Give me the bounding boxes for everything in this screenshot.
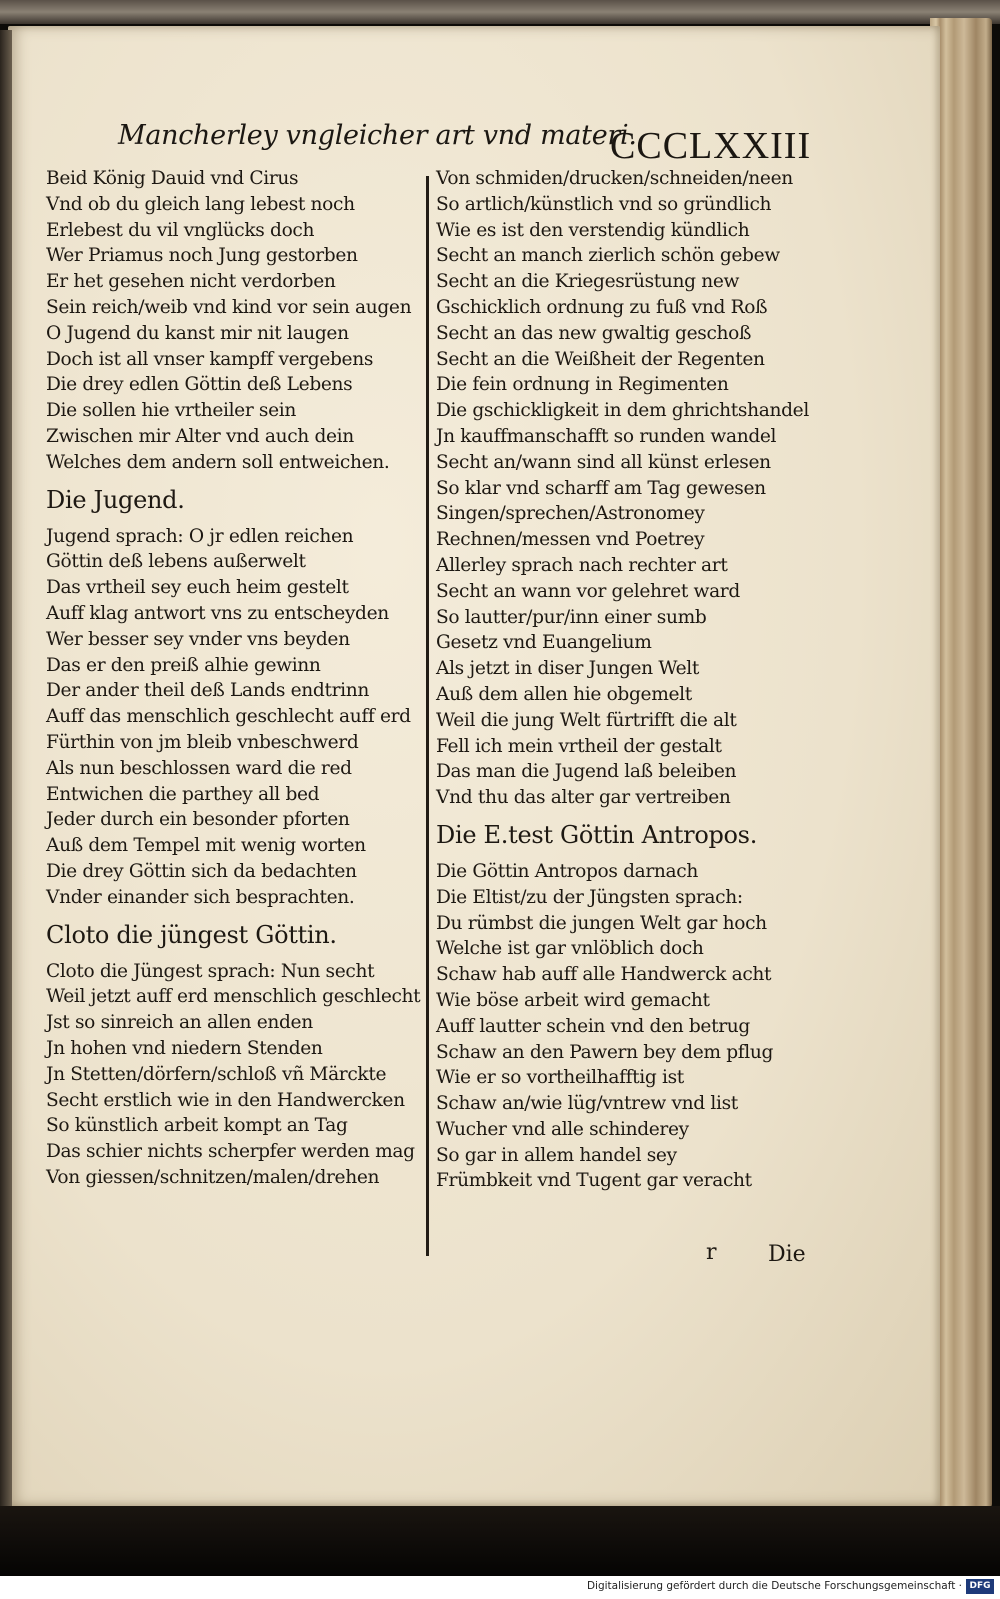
verse-line: Beid König Dauid vnd Cirus xyxy=(46,168,299,189)
verse-line: Welches dem andern soll entweichen. xyxy=(46,451,390,473)
verse-line: Göttin deß lebens außerwelt xyxy=(46,551,306,573)
verse-line: Vnder einander sich besprachten. xyxy=(46,886,355,908)
verse-line: Secht an/wann sind all künst erlesen xyxy=(436,451,771,473)
verse-line: Weil die jung Welt fürtrifft die alt xyxy=(436,709,737,731)
verse-line: So artlich/künstlich vnd so gründlich xyxy=(436,193,772,215)
verse-line: Secht an die Kriegesrüstung new xyxy=(436,271,740,293)
verse-line: So künstlich arbeit kompt an Tag xyxy=(46,1115,348,1137)
verse-line: Das er den preiß alhie gewinn xyxy=(46,654,321,676)
verse-line: Frümbkeit vnd Tugent gar veracht xyxy=(436,1170,752,1192)
right-text-column xyxy=(436,166,816,1194)
verse-line: Erlebest du vil vnglücks doch xyxy=(46,219,315,241)
verse-line: So lautter/pur/inn einer sumb xyxy=(436,606,707,628)
digitization-footer xyxy=(0,1576,1000,1599)
scan-background xyxy=(0,1506,1000,1576)
verse-line: Die Eltist/zu der Jüngsten sprach: xyxy=(436,886,743,908)
column-rule xyxy=(426,176,429,1256)
verse-line: Das vrtheil sey euch heim gestelt xyxy=(46,577,349,599)
section-heading: Die E.test Göttin Antropos. xyxy=(436,820,758,849)
verse-line: Auß dem allen hie obgemelt xyxy=(436,683,692,705)
book-cover-top xyxy=(0,0,1000,24)
verse-line: Die Göttin Antropos darnach xyxy=(436,860,698,882)
verse-line: Entwichen die parthey all bed xyxy=(46,783,320,805)
verse-line: Schaw an/wie lüg/vntrew vnd list xyxy=(436,1093,738,1115)
verse-line: Welche ist gar vnlöblich doch xyxy=(436,938,704,960)
dfg-logo: DFG xyxy=(966,1579,994,1594)
verse-line: Wer Priamus noch Jung gestorben xyxy=(46,245,358,267)
verse-line: Wie er so vortheilhafftig ist xyxy=(436,1067,684,1089)
verse-line: Die drey Göttin sich da bedachten xyxy=(46,860,357,882)
verse-line: Auff klag antwort vns zu entscheyden xyxy=(46,602,389,624)
verse-line: Er het gesehen nicht verdorben xyxy=(46,271,336,293)
verse-line: Secht an das new gwaltig geschoß xyxy=(436,322,752,344)
verse-line: Allerley sprach nach rechter art xyxy=(436,554,728,576)
verse-line: Wucher vnd alle schinderey xyxy=(436,1118,689,1140)
verse-line: Auff lautter schein vnd den betrug xyxy=(436,1015,750,1037)
verse-line: Rechnen/messen vnd Poetrey xyxy=(436,529,705,551)
verse-line: Von giessen/schnitzen/malen/drehen xyxy=(46,1166,380,1188)
verse-line: Jn hohen vnd niedern Stenden xyxy=(46,1037,323,1059)
verse-line: Jn Stetten/dörfern/schloß vñ Märckte xyxy=(46,1063,387,1085)
section-heading: Cloto die jüngest Göttin. xyxy=(46,920,337,949)
verse-line: O Jugend du kanst mir nit laugen xyxy=(46,322,349,344)
verse-line: Jugend sprach: O jr edlen reichen xyxy=(46,525,354,547)
verse-line: Die sollen hie vrtheiler sein xyxy=(46,400,296,422)
verse-line: Das schier nichts scherpfer werden mag xyxy=(46,1141,415,1163)
verse-line: Die drey edlen Göttin deß Lebens xyxy=(46,374,353,396)
verse-line: Fürthin von jm bleib vnbeschwerd xyxy=(46,731,359,753)
verse-line: Secht erstlich wie in den Handwercken xyxy=(46,1089,405,1111)
verse-line: Doch ist all vnser kampff vergebens xyxy=(46,348,374,370)
verse-line: Schaw an den Pawern bey dem pflug xyxy=(436,1041,774,1063)
verse-line: So gar in allem handel sey xyxy=(436,1144,677,1166)
verse-line: Als jetzt in diser Jungen Welt xyxy=(436,658,699,680)
catchword: Die xyxy=(768,1242,806,1267)
verse-line: Weil jetzt auff erd menschlich geschlecht xyxy=(46,986,421,1008)
verse-line: Auß dem Tempel mit wenig worten xyxy=(46,835,366,857)
left-text-column xyxy=(46,166,424,1191)
verse-line: Singen/sprechen/Astronomey xyxy=(436,503,705,525)
verse-line: Auff das menschlich geschlecht auff erd xyxy=(46,706,411,728)
verse-line: Secht an manch zierlich schön gebew xyxy=(436,245,780,267)
verse-line: Als nun beschlossen ward die red xyxy=(46,757,352,779)
verse-line: Schaw hab auff alle Handwerck acht xyxy=(436,964,772,986)
verse-line: Das man die Jugend laß beleiben xyxy=(436,761,737,783)
book-gutter xyxy=(0,30,12,1510)
verse-line: Du rümbst die jungen Welt gar hoch xyxy=(436,912,767,934)
verse-line: Wie es ist den verstendig kündlich xyxy=(436,219,750,241)
signature-mark: r xyxy=(706,1240,717,1265)
section-heading: Die Jugend. xyxy=(46,485,185,514)
verse-line: Vnd ob du gleich lang lebest noch xyxy=(46,193,355,215)
verse-line: Zwischen mir Alter vnd auch dein xyxy=(46,425,354,447)
verse-line: Gesetz vnd Euangelium xyxy=(436,632,652,654)
verse-line: Sein reich/weib vnd kind vor sein augen xyxy=(46,296,412,318)
verse-line: Jn kauffmanschafft so runden wandel xyxy=(436,425,777,447)
verse-line: Die fein ordnung in Regimenten xyxy=(436,374,729,396)
verse-line: Wer besser sey vnder vns beyden xyxy=(46,628,350,650)
folio-number: CCCLXXIII xyxy=(610,125,812,167)
running-head-title: Mancherley vngleicher art vnd materi. xyxy=(118,120,637,151)
verse-line: Vnd thu das alter gar vertreiben xyxy=(436,787,731,809)
verse-line: Cloto die Jüngest sprach: Nun secht xyxy=(46,960,375,982)
funding-notice: Digitalisierung gefördert durch die Deutsche Forschungsgemeinschaft · xyxy=(586,1580,962,1592)
verse-line: Gschicklich ordnung zu fuß vnd Roß xyxy=(436,296,768,318)
verse-line: Der ander theil deß Lands endtrinn xyxy=(46,680,369,702)
verse-line: So klar vnd scharff am Tag gewesen xyxy=(436,477,766,499)
verse-line: Von schmiden/drucken/schneiden/neen xyxy=(436,168,793,189)
verse-line: Secht an wann vor gelehret ward xyxy=(436,580,740,602)
verse-line: Die gschickligkeit in dem ghrichtshandel xyxy=(436,400,809,422)
verse-line: Jst so sinreich an allen enden xyxy=(46,1012,313,1034)
verse-line: Fell ich mein vrtheil der gestalt xyxy=(436,735,722,757)
verse-line: Wie böse arbeit wird gemacht xyxy=(436,989,710,1011)
verse-line: Jeder durch ein besonder pforten xyxy=(46,809,350,831)
verse-line: Secht an die Weißheit der Regenten xyxy=(436,348,765,370)
